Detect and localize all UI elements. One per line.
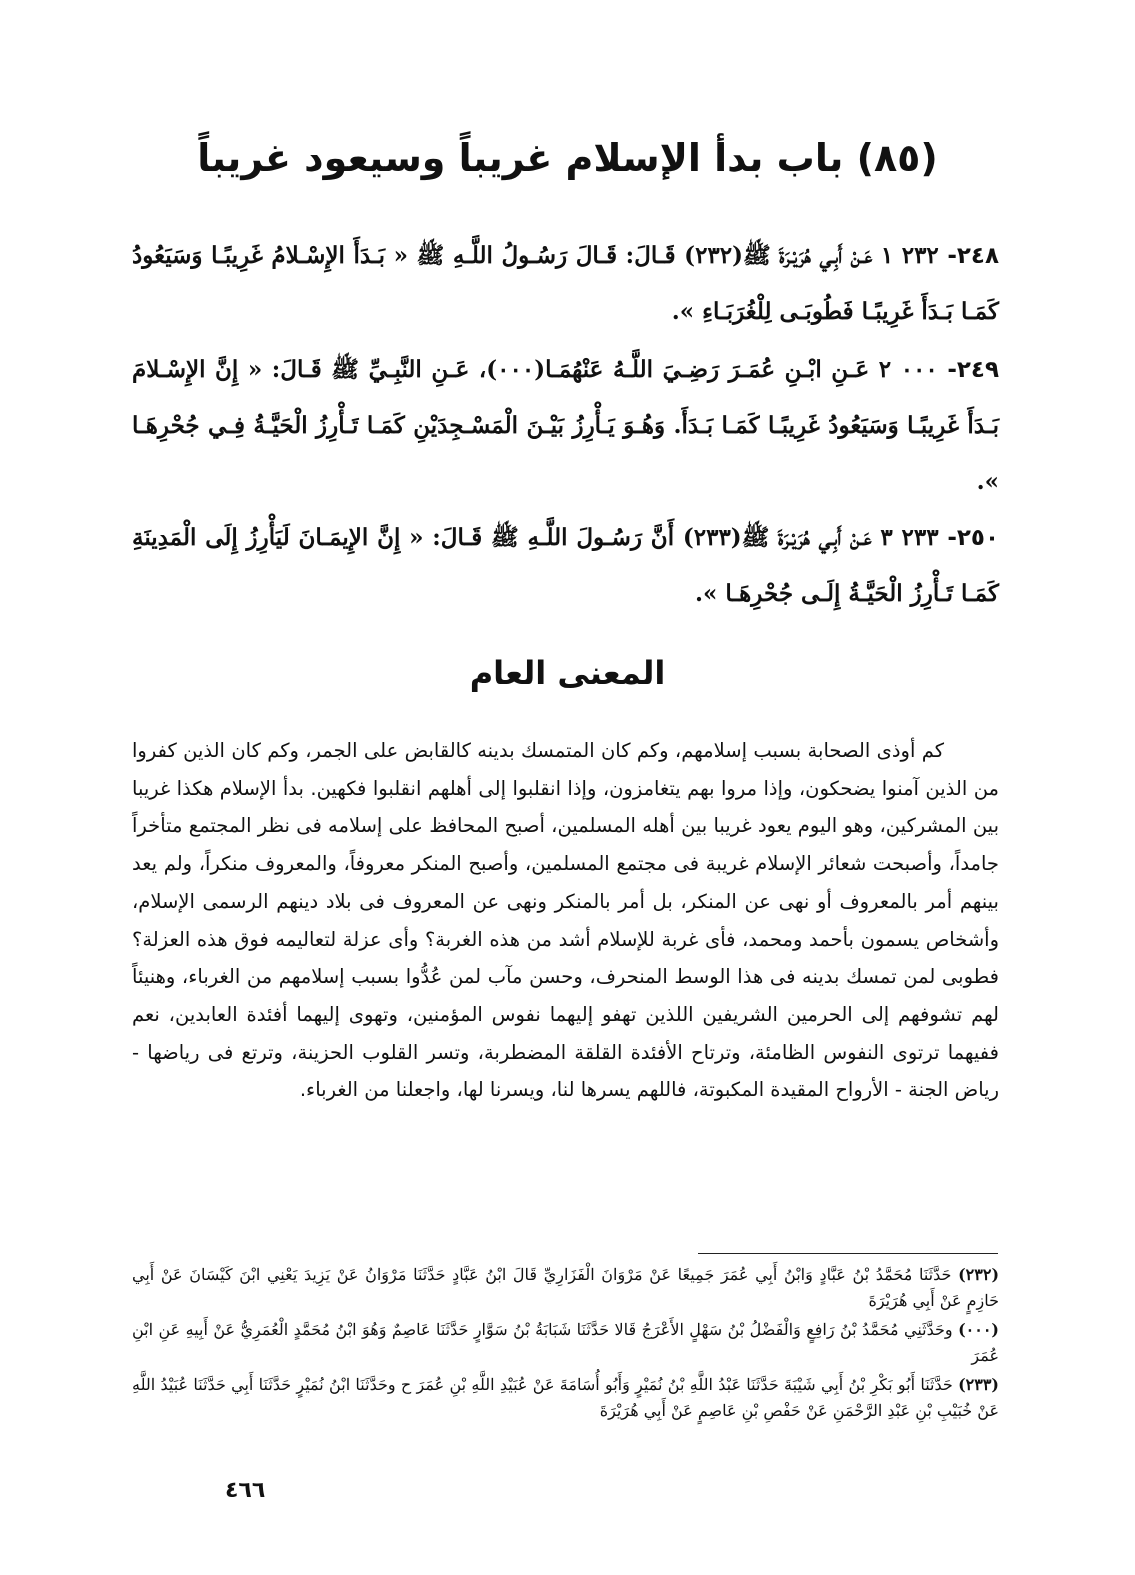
chapter-title: (٨٥) باب بدأ الإسلام غريباً وسيعود غريباً xyxy=(197,136,938,180)
hadith-number: ٢٤٨- xyxy=(947,243,999,269)
footnote-ref: (٢٣٢) xyxy=(958,1265,1000,1284)
hadith-250 xyxy=(132,510,999,622)
footnote-ref: (٢٣٣) xyxy=(958,1375,999,1394)
footnote-000 xyxy=(132,1317,999,1369)
hadith-text: ٢٣٢ ١ عَـنْ أَبِـي هُرَيْـرَةَ ﷺ(٢٣٢) قَـالَ: قَـالَ رَسُـولُ اللَّـهِ ﷺ « بَـدَأَ الإِسْـلامُ غَرِيبًـا وَسَيَعُودُ كَمَـا بَـدَأَ غَرِيبًـا فَطُوبَـى لِلْغُرَبَـاءِ ». xyxy=(132,242,999,325)
hadith-number: ٢٤٩- xyxy=(947,357,999,383)
section-title: المعنى العام xyxy=(469,654,666,692)
footnote-ref: (٠٠٠) xyxy=(958,1320,999,1339)
footnote-text: وحَدَّثَنِي مُحَمَّدُ بْنُ رَافِعٍ وَالْفَضْلُ بْنُ سَهْلٍ الأَعْرَجُ قَالا حَدَّثَنَا شَبَابَةُ بْنُ سَوَّارٍ حَدَّثَنَا عَاصِمٌ وَهُوَ ابْنُ مُحَمَّدٍ الْعُمَرِيُّ عَنْ أَبِيهِ عَنِ ابْنِ عُمَرَ xyxy=(132,1320,999,1365)
hadith-number: ٢٥٠- xyxy=(947,525,999,551)
footnote-text: حَدَّثَنَا أَبُو بَكْرِ بْنُ أَبِي شَيْبَةَ حَدَّثَنَا عَبْدُ اللَّهِ بْنُ نُمَيْرٍ وَأَبُو أُسَامَةَ عَنْ عُبَيْدِ اللَّهِ بْنِ عُمَرَ ح وحَدَّثَنَا ابْنُ نُمَيْرٍ حَدَّثَنَا أَبِي حَدَّثَنَا عُبَيْدُ اللَّهِ عَنْ خُبَيْبِ بْنِ عَبْدِ الرَّحْمَنِ عَنْ حَفْصِ بْنِ عَاصِمٍ عَنْ أَبِي هُرَيْرَةَ xyxy=(132,1375,999,1420)
footnote-233 xyxy=(132,1372,999,1424)
hadith-249 xyxy=(132,342,999,510)
hadith-248 xyxy=(132,228,999,340)
footnote-divider xyxy=(698,1253,998,1254)
page-number: ٤٦٦ xyxy=(225,1478,266,1503)
hadith-text: ٢٣٣ ٣ عَـنْ أَبِـي هُرَيْـرَةَ ﷺ(٢٣٣) أَنَّ رَسُـولَ اللَّـهِ ﷺ قَـالَ: « إِنَّ الإِيمَـانَ لَيَأْرِزُ إِلَى الْمَدِينَةِ كَمَـا تَـأْرِزُ الْحَيَّـةُ إِلَـى جُحْرِهَـا ». xyxy=(132,524,999,607)
hadith-text: ٠٠٠ ٢ عَـنِ ابْـنِ عُمَـرَ رَضِـيَ اللَّـهُ عَنْهُمَـا(٠٠٠)، عَـنِ النَّبِـيِّ ﷺ قَـالَ: « إِنَّ الإِسْـلامَ بَـدَأَ غَرِيبًـا وَسَيَعُودُ غَرِيبًـا كَمَـا بَـدَأَ. وَهُـوَ يَـأْرِزُ بَيْـنَ الْمَسْـجِدَيْنِ كَمَـا تَـأْرِزُ الْحَيَّـةُ فِـي جُحْرِهَـا ». xyxy=(132,356,999,495)
commentary-paragraph: كم أوذى الصحابة بسبب إسلامهم، وكم كان المتمسك بدينه كالقابض على الجمر، وكم كان الذين كفروا من الذين آمنوا يضحكون، وإذا مروا بهم يتغامزون، وإذا انقلبوا إلى أهلهم انقلبوا فكهين. بدأ الإسلام هكذا غريبا بين المشركين، وهو اليوم يعود غريبا بين أهله المسلمين، أصبح المحافظ على إسلامه فى نظر المجتمع متأخراً جامداً، وأصبحت شعائر الإسلام غريبة فى مجتمع المسلمين، وأصبح المنكر معروفاً، والمعروف منكراً، ولم يعد بينهم أمر بالمعروف أو نهى عن المنكر، بل أمر بالمنكر ونهى عن المعروف فى بلاد دينهم الرسمى الإسلام، وأشخاص يسمون بأحمد ومحمد، فأى غربة للإسلام أشد من هذه الغربة؟ وأى عزلة لتعاليمه فوق هذه العزلة؟ فطوبى لمن تمسك بدينه فى هذا الوسط المنحرف، وحسن مآب لمن عُدُّوا بسبب إسلامهم من الغرباء، وهنيئاً لهم تشوفهم إلى الحرمين الشريفين اللذين تهفو إليهما نفوس المؤمنين، وتهوى إليهما أفئدة العابدين، نعم ففيهما ترتوى النفوس الظامئة، وترتاح الأفئدة القلقة المضطربة، وتسر القلوب الحزينة، وترتع فى رياضها - رياض الجنة - الأرواح المقيدة المكبوتة، فاللهم يسرها لنا، ويسرنا لها، واجعلنا من الغرباء. xyxy=(132,739,999,1102)
footnote-text: حَدَّثَنَا مُحَمَّدُ بْنُ عَبَّادٍ وَابْنُ أَبِي عُمَرَ جَمِيعًا عَنْ مَرْوَانَ الْفَزَارِيِّ قَالَ ابْنُ عَبَّادٍ حَدَّثَنَا مَرْوَانُ عَنْ يَزِيدَ يَعْنِي ابْنَ كَيْسَانَ عَنْ أَبِي حَازِمٍ عَنْ أَبِي هُرَيْرَةَ xyxy=(132,1265,999,1310)
footnotes xyxy=(132,1262,999,1427)
footnote-232 xyxy=(132,1262,999,1314)
